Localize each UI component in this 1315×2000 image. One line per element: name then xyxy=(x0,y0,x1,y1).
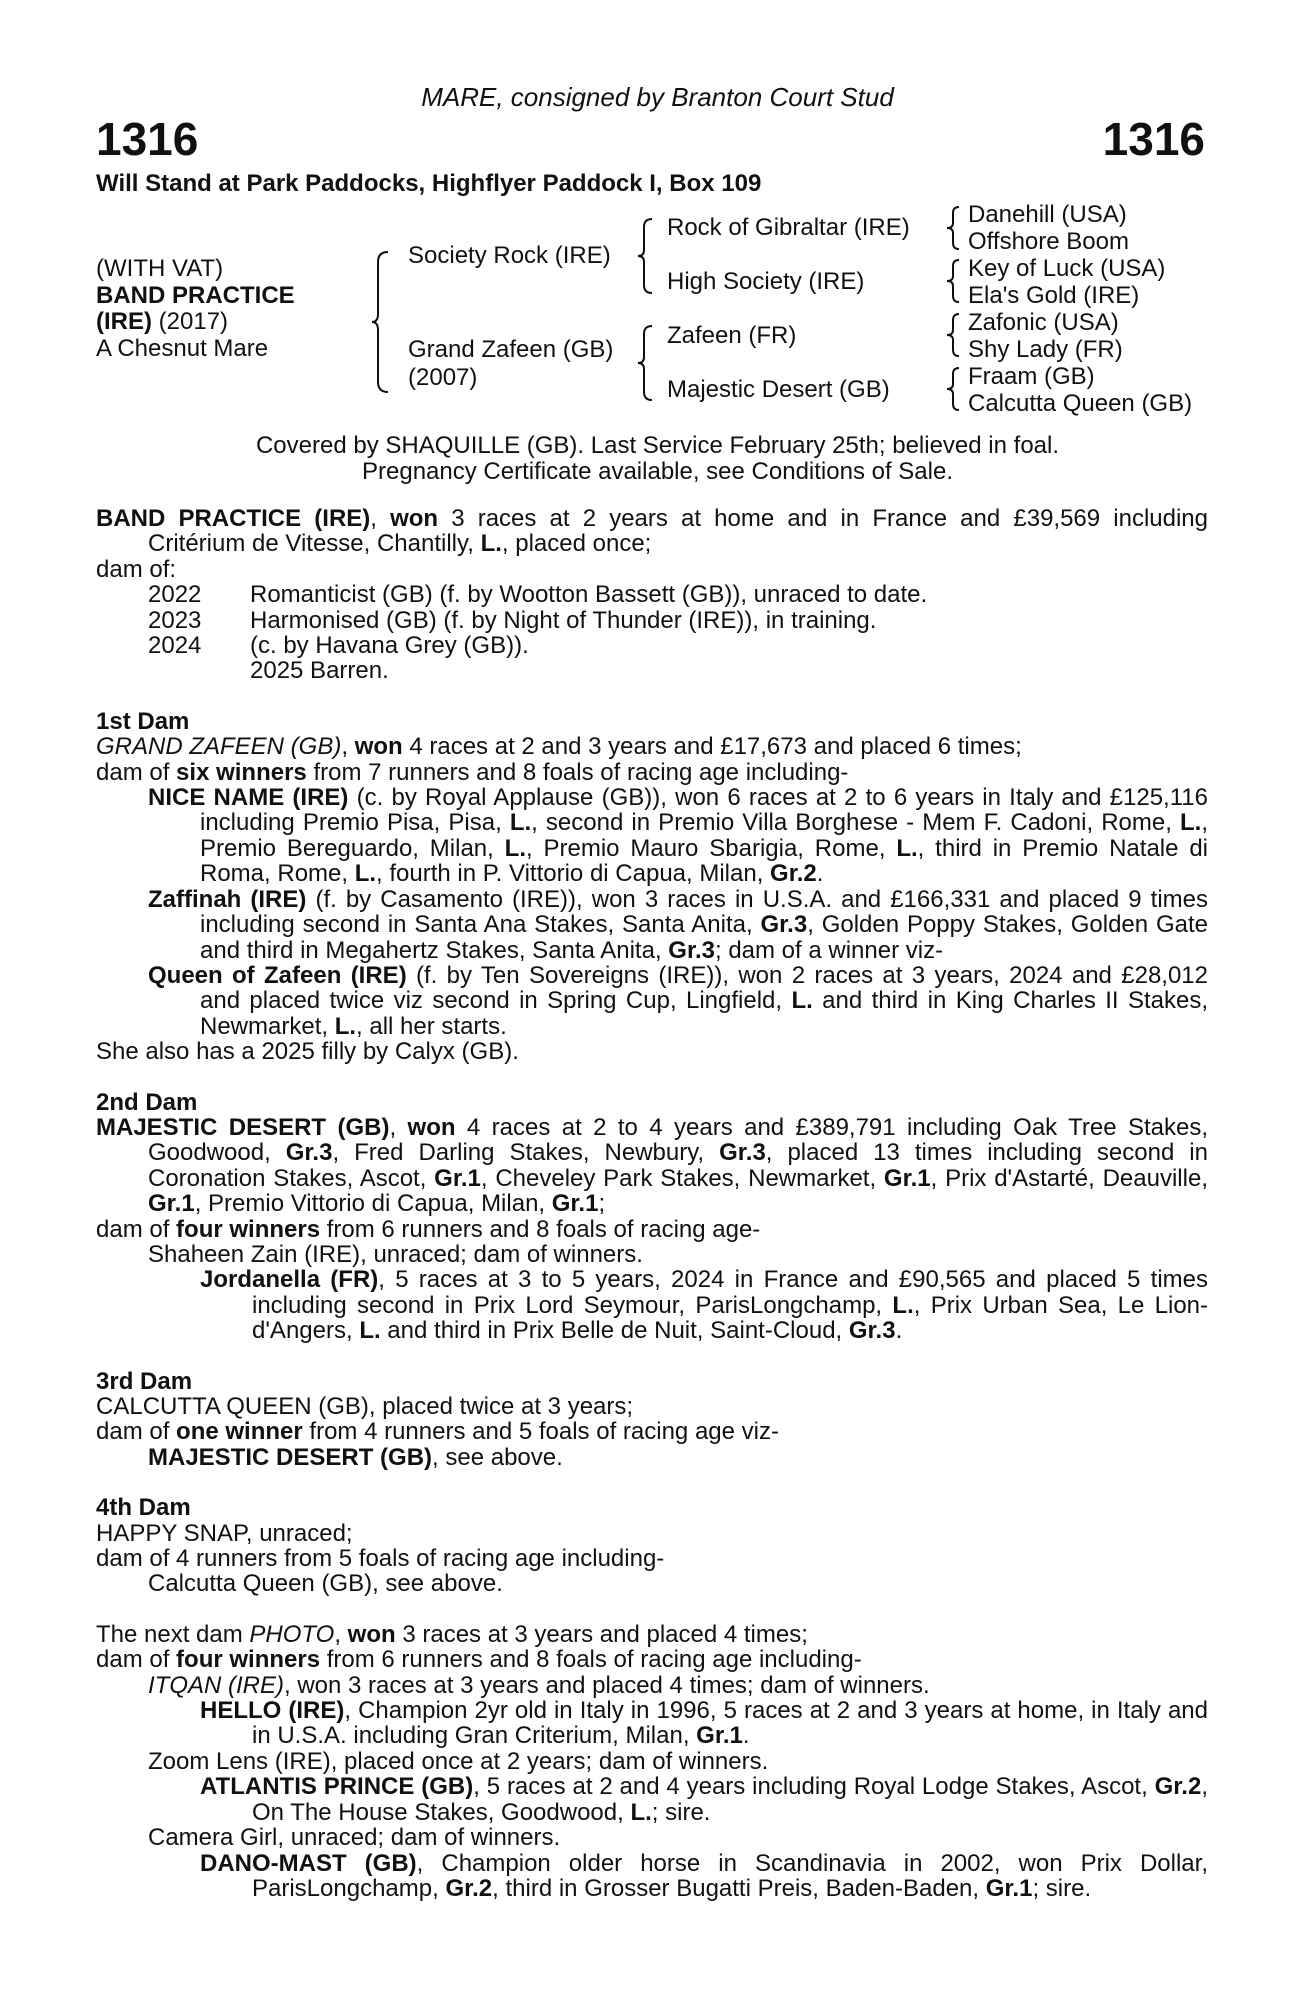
pedigree-bracket-dd xyxy=(945,366,965,412)
pedigree-sire-sire: Rock of Gibraltar (IRE) xyxy=(667,214,910,241)
lot-number-right: 1316 xyxy=(1102,113,1205,165)
produce-barren: 2025 Barren. xyxy=(250,657,389,685)
dam3-damof: dam of one winner from 4 runners and 5 foals of racing age viz- xyxy=(96,1418,779,1446)
section-title-2nd-dam: 2nd Dam xyxy=(96,1088,198,1116)
produce-row: 2023 Harmonised (GB) (f. by Night of Thunder (IRE)), in training. xyxy=(148,606,877,634)
pedigree-sss: Danehill (USA) xyxy=(968,201,1127,228)
pedigree-bracket-ss xyxy=(945,205,965,251)
produce-row: 2022 Romanticist (GB) (f. by Wootton Bassett (GB)), unraced to date. xyxy=(148,581,928,609)
pedigree-bracket-dam xyxy=(636,324,658,402)
pedigree-bracket-sire xyxy=(636,217,658,295)
progeny-majestic-desert: MAJESTIC DESERT (GB), see above. xyxy=(148,1443,563,1471)
nextdam-line: The next dam PHOTO, won 3 races at 3 years and placed 4 times; xyxy=(96,1620,808,1648)
pedigree-sdd: Ela's Gold (IRE) xyxy=(968,282,1140,309)
progeny-queen-of-zafeen: Queen of Zafeen (IRE) (f. by Ten Sovereigns (IRE)), won 2 races at 3 years, 2024 and £28,012 and placed twice viz second in Spring Cup, Lingfield, L. and third in King Charles II Stakes, Newmarket, L., all her starts. xyxy=(148,961,1208,1040)
pedigree-dss: Zafonic (USA) xyxy=(968,309,1119,336)
horse-vat: (WITH VAT) xyxy=(96,255,224,282)
dam2-damof: dam of four winners from 6 runners and 8 foals of racing age- xyxy=(96,1215,761,1243)
pedigree-sire-dam: High Society (IRE) xyxy=(667,268,865,295)
pedigree-ddd: Calcutta Queen (GB) xyxy=(968,390,1193,417)
intro-dam-of: dam of: xyxy=(96,555,177,583)
pedigree-ssd: Offshore Boom xyxy=(968,228,1129,255)
pedigree-sire: Society Rock (IRE) xyxy=(408,242,611,269)
dam3-line: CALCUTTA QUEEN (GB), placed twice at 3 years; xyxy=(96,1393,634,1420)
pedigree-dam-sire: Zafeen (FR) xyxy=(667,322,797,349)
section-title-4th-dam: 4th Dam xyxy=(96,1494,191,1522)
progeny-jordanella: Jordanella (FR), 5 races at 3 to 5 years, 2024 in France and £90,565 and placed 5 times including second in Prix Lord Seymour, ParisLongchamp, L., Prix Urban Sea, Le Lion-d'Angers, L. and third in Prix Belle de Nuit, Saint-Cloud, Gr.3. xyxy=(200,1266,1209,1345)
pedigree-bracket-main xyxy=(370,250,394,395)
progeny-atlantis-prince: ATLANTIS PRINCE (GB), 5 races at 2 and 4 years including Royal Lodge Stakes, Ascot, Gr.2, On The House Stakes, Goodwood, L.; sire. xyxy=(200,1773,1208,1826)
dam4-line: HAPPY SNAP, unraced; xyxy=(96,1519,353,1547)
progeny-dano-mast: DANO-MAST (GB), Champion older horse in Scandinavia in 2002, won Prix Dollar, ParisLongchamp, Gr.2, third in Grosser Bugatti Preis, Baden-Baden, Gr.1; sire. xyxy=(200,1849,1208,1902)
dam2-line: MAJESTIC DESERT (GB), won 4 races at 2 to 4 years and £389,791 including Oak Tree Stakes, Goodwood, Gr.3, Fred Darling Stakes, Newbury, Gr.3, placed 13 times including second in Coronation Stakes, Ascot, Gr.1, Cheveley Park Stakes, Newmarket, Gr.1, Prix d'Astarté, Deauville, Gr.1, Premio Vittorio di Capua, Milan, Gr.1; xyxy=(96,1113,1209,1218)
intro-paragraph: BAND PRACTICE (IRE), won 3 races at 2 years at home and in France and £39,569 including Critérium de Vitesse, Chantilly, L., placed once; xyxy=(96,505,1208,558)
covered-line: Covered by SHAQUILLE (GB). Last Service February 25th; believed in foal. xyxy=(255,432,1060,459)
pedigree-sds: Key of Luck (USA) xyxy=(968,255,1166,282)
pedigree-dds: Fraam (GB) xyxy=(968,363,1095,390)
progeny-camera-girl: Camera Girl, unraced; dam of winners. xyxy=(148,1824,561,1852)
pedigree-dsd: Shy Lady (FR) xyxy=(968,336,1123,363)
lot-number-left: 1316 xyxy=(96,113,199,165)
dam1-also: She also has a 2025 filly by Calyx (GB). xyxy=(96,1038,519,1066)
progeny-zoom-lens: Zoom Lens (IRE), placed once at 2 years; dam of winners. xyxy=(148,1747,769,1775)
stand-location: Will Stand at Park Paddocks, Highflyer Paddock I, Box 109 xyxy=(96,170,762,197)
dam4-damof: dam of 4 runners from 5 foals of racing age including- xyxy=(96,1545,665,1573)
progeny-nice-name: NICE NAME (IRE) (c. by Royal Applause (GB)), won 6 races at 2 to 6 years in Italy and £125,116 including Premio Pisa, Pisa, L., second in Premio Villa Borghese - Mem F. Cadoni, Rome, L., Premio Bereguardo, Milan, L., Premio Mauro Sbarigia, Rome, L., third in Premio Natale di Roma, Rome, L., fourth in P. Vittorio di Capua, Milan, Gr.2. xyxy=(148,784,1208,888)
pregnancy-line: Pregnancy Certificate available, see Conditions of Sale. xyxy=(362,458,953,485)
dam1-damof: dam of six winners from 7 runners and 8 foals of racing age including- xyxy=(96,758,849,786)
section-title-3rd-dam: 3rd Dam xyxy=(96,1367,193,1395)
pedigree-bracket-sd xyxy=(945,258,965,304)
progeny-hello: HELLO (IRE), Champion 2yr old in Italy in 1996, 5 races at 2 and 3 years at home, in Italy and in U.S.A. including Gran Criterium, Milan, Gr.1. xyxy=(200,1697,1208,1750)
progeny-itqan: ITQAN (IRE), won 3 races at 3 years and placed 4 times; dam of winners. xyxy=(148,1671,930,1699)
pedigree-dam-year: (2007) xyxy=(408,364,478,391)
dam1-line: GRAND ZAFEEN (GB), won 4 races at 2 and 3 years and £17,673 and placed 6 times; xyxy=(96,733,1022,761)
pedigree-bracket-ds xyxy=(945,312,965,358)
horse-description: A Chesnut Mare xyxy=(96,335,269,362)
produce-row: 2024 (c. by Havana Grey (GB)). xyxy=(148,632,529,660)
horse-name: BAND PRACTICE xyxy=(96,282,295,309)
progeny-calcutta-queen: Calcutta Queen (GB), see above. xyxy=(148,1570,503,1598)
nextdam-damof: dam of four winners from 6 runners and 8 foals of racing age including- xyxy=(96,1646,862,1674)
pedigree-dam-dam: Majestic Desert (GB) xyxy=(667,376,890,403)
horse-name-line2: (IRE) (2017) xyxy=(96,308,229,335)
section-title-1st-dam: 1st Dam xyxy=(96,707,190,735)
pedigree-dam: Grand Zafeen (GB) xyxy=(408,336,614,363)
consignor-line: MARE, consigned by Branton Court Stud xyxy=(421,82,894,112)
catalogue-body xyxy=(96,506,1208,1901)
progeny-zaffinah: Zaffinah (IRE) (f. by Casamento (IRE)), won 3 races in U.S.A. and £166,331 and placed 9 times including second in Santa Ana Stakes, Santa Anita, Gr.3, Golden Poppy Stakes, Golden Gate and third in Megahertz Stakes, Santa Anita, Gr.3; dam of a winner viz- xyxy=(148,885,1208,964)
progeny-shaheen-zain: Shaheen Zain (IRE), unraced; dam of winners. xyxy=(148,1240,643,1268)
